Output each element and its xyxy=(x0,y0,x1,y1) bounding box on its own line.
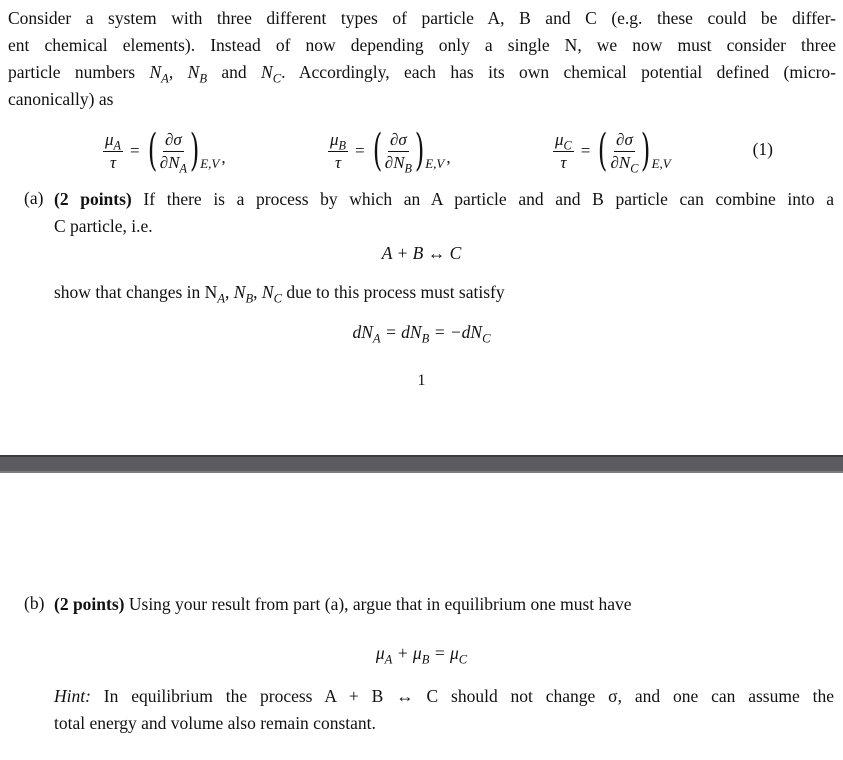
part-a-label: (a) xyxy=(24,188,44,208)
intro-line-3: particle numbers $N_A$, $N_B$ and $N_C$. Accordingly, each has its own chemical potential defined (micro- xyxy=(8,62,836,86)
equation-mu-b: $\frac{\mu_B}{\tau}$ = ( $\frac{\partial\sigma}{\partial N_B}$ ) E,V , xyxy=(330,125,451,176)
part-b-label: (b) xyxy=(24,593,45,613)
equilibrium-equation: $\mu_A + \mu_B = \mu_C$ xyxy=(375,643,468,667)
equation-number: (1) xyxy=(752,139,773,159)
page-break-divider xyxy=(0,455,843,473)
equation-1 xyxy=(0,121,843,181)
particle-relation: $dN_A = dN_B = -dN_C$ xyxy=(352,322,491,346)
page-number: 1 xyxy=(417,372,426,389)
part-b-points: (2 points) xyxy=(54,594,125,614)
part-b-statement: (2 points) Using your result from part (a), argue that in equilibrium one must have xyxy=(54,594,632,614)
hint-label: Hint: xyxy=(54,686,91,706)
equation-mu-c: $\frac{\mu_C}{\tau}$ = ( $\frac{\partial\sigma}{\partial N_C}$ ) E,V xyxy=(555,125,671,176)
equation-mu-a: $\frac{\mu_A}{\tau}$ = ( $\frac{\partial\sigma}{\partial N_A}$ ) E,V , xyxy=(105,125,226,176)
part-a-show-text: show that changes in $N_A$, $N_B$, $N_C$ due to this process must satisfy xyxy=(54,282,505,306)
part-a-points: (2 points) xyxy=(54,189,132,209)
intro-paragraph xyxy=(8,5,836,113)
part-a-statement: (2 points) If there is a process by which an A particle and and B particle can combine into a C particle, i.e. xyxy=(54,189,834,236)
hint-paragraph: Hint: In equilibrium the process A + B ↔ C should not change σ, and one can assume the total energy and volume also remain constant. xyxy=(54,686,834,733)
intro-line-2: ent chemical elements). Instead of now depending only a single N, we now must consider three xyxy=(8,35,836,55)
reaction-equation: A + B ↔ C xyxy=(381,243,462,263)
intro-line-4: canonically) as xyxy=(8,89,114,109)
intro-line-1: Consider a system with three different types of particle A, B and C (e.g. these could be differ- xyxy=(8,8,836,28)
